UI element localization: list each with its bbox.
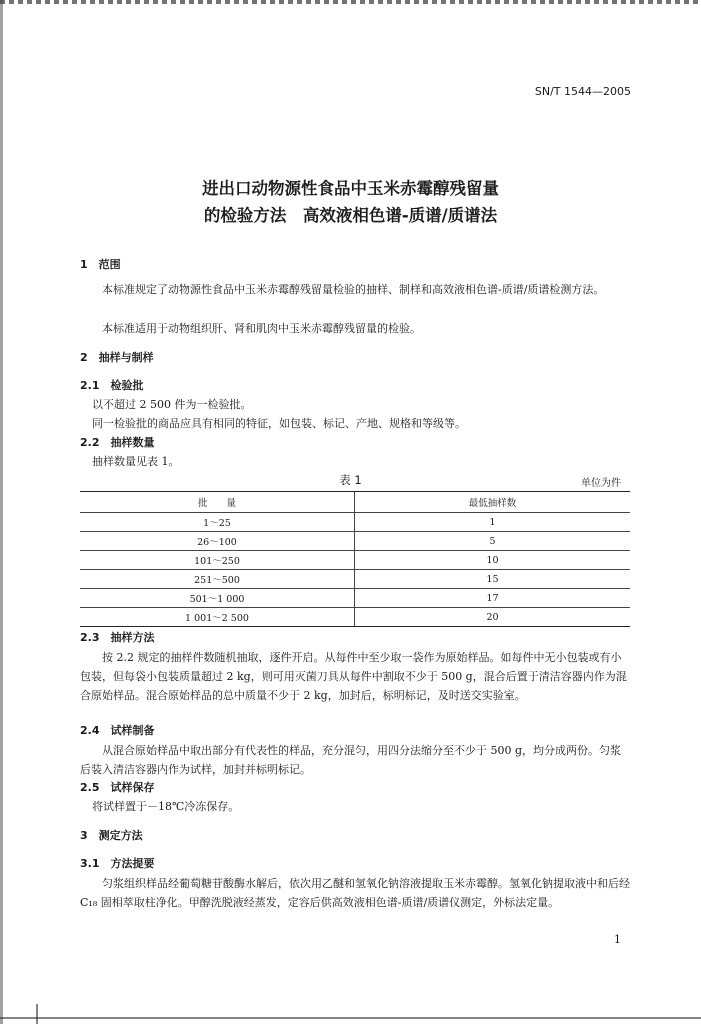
section-2-heading: 2 抽样与制样 xyxy=(80,351,154,364)
table-row xyxy=(80,570,630,589)
standard-number: SN/T 1544—2005 xyxy=(534,85,631,98)
section-3-heading: 3 测定方法 xyxy=(80,829,143,842)
table-row xyxy=(80,513,630,532)
document-title-line-2: 的检验方法 高效液相色谱-质谱/质谱法 xyxy=(203,206,498,225)
scan-edge-left xyxy=(0,0,3,1024)
page-number: 1 xyxy=(614,933,621,946)
table-cell-min-samples: 5 xyxy=(355,532,631,551)
table-cell-batch: 501～1 000 xyxy=(80,589,355,608)
table-cell-min-samples: 1 xyxy=(355,513,631,532)
scan-edge-tick xyxy=(36,1004,38,1024)
table-cell-batch: 251～500 xyxy=(80,570,355,589)
table-row xyxy=(80,532,630,551)
table-cell-batch: 1 001～2 500 xyxy=(80,608,355,627)
table-cell-min-samples: 17 xyxy=(355,589,631,608)
scan-edge-top xyxy=(0,0,701,4)
section-2-5-paragraph: 将试样置于－18℃冷冻保存。 xyxy=(92,800,240,813)
section-3-1-heading: 3.1 方法提要 xyxy=(80,857,155,870)
table-cell-batch: 1～25 xyxy=(80,513,355,532)
section-1-paragraph-2: 本标准适用于动物组织肝、肾和肌肉中玉米赤霉醇残留量的检验。 xyxy=(102,322,421,335)
section-1-paragraph-1: 本标准规定了动物源性食品中玉米赤霉醇残留量检验的抽样、制样和高效液相色谱-质谱/质谱检测方法。 xyxy=(102,283,605,296)
table-unit: 单位为件 xyxy=(581,478,621,489)
table-row xyxy=(80,608,630,627)
document-title-line-1: 进出口动物源性食品中玉米赤霉醇残留量 xyxy=(202,179,499,198)
table-header-min-samples: 最低抽样数 xyxy=(355,492,631,513)
section-2-1-paragraph-2: 同一检验批的商品应具有相同的特征，如包装、标记、产地、规格和等级等。 xyxy=(92,417,466,430)
table-row xyxy=(80,551,630,570)
section-2-2-heading: 2.2 抽样数量 xyxy=(80,436,155,449)
table-cell-min-samples: 20 xyxy=(355,608,631,627)
table-cell-batch: 26～100 xyxy=(80,532,355,551)
table-header-row xyxy=(80,492,630,513)
section-2-4-paragraph: 从混合原始样品中取出部分有代表性的样品，充分混匀，用四分法缩分至不少于 500 g，均分成两份。匀浆后装入清洁容器内作为试样，加封并标明标记。 xyxy=(80,744,622,776)
table-row xyxy=(80,589,630,608)
table-caption: 表 1 xyxy=(339,473,362,487)
section-2-4-heading: 2.4 试样制备 xyxy=(80,724,155,737)
table-header-batch: 批 量 xyxy=(80,492,355,513)
table-cell-min-samples: 15 xyxy=(355,570,631,589)
table-cell-batch: 101～250 xyxy=(80,551,355,570)
section-2-5-heading: 2.5 试样保存 xyxy=(80,781,155,794)
section-2-1-heading: 2.1 检验批 xyxy=(80,379,144,392)
section-2-3-heading: 2.3 抽样方法 xyxy=(80,631,155,644)
section-2-3-paragraph: 按 2.2 规定的抽样件数随机抽取，逐件开启。从每件中至少取一袋作为原始样品。如每件中无小包装或有小包装，但每袋小包装质量超过 2 kg，则可用灭菌刀具从每件中割取不少于 500 g，混合后置于清洁容器内作为混合原始样品。混合原始样品的总中质量不少于 2 kg，加封后，标明标记，及时送交实验室。 xyxy=(80,651,627,702)
scan-edge-bottom xyxy=(0,1017,701,1019)
section-3-1-paragraph: 匀浆组织样品经葡萄糖苷酸酶水解后，依次用乙醚和氢氧化钠溶液提取玉米赤霉醇。氢氧化钠提取液中和后经 C₁₈ 固相萃取柱净化。甲醇洗脱液经蒸发，定容后供高效液相色谱-质谱/质谱仪测定，外标法定量。 xyxy=(80,877,630,909)
section-2-2-paragraph: 抽样数量见表 1。 xyxy=(92,455,180,468)
table-cell-min-samples: 10 xyxy=(355,551,631,570)
sampling-table xyxy=(80,491,630,627)
section-1-heading: 1 范围 xyxy=(80,258,121,271)
section-2-1-paragraph-1: 以不超过 2 500 件为一检验批。 xyxy=(92,398,252,411)
